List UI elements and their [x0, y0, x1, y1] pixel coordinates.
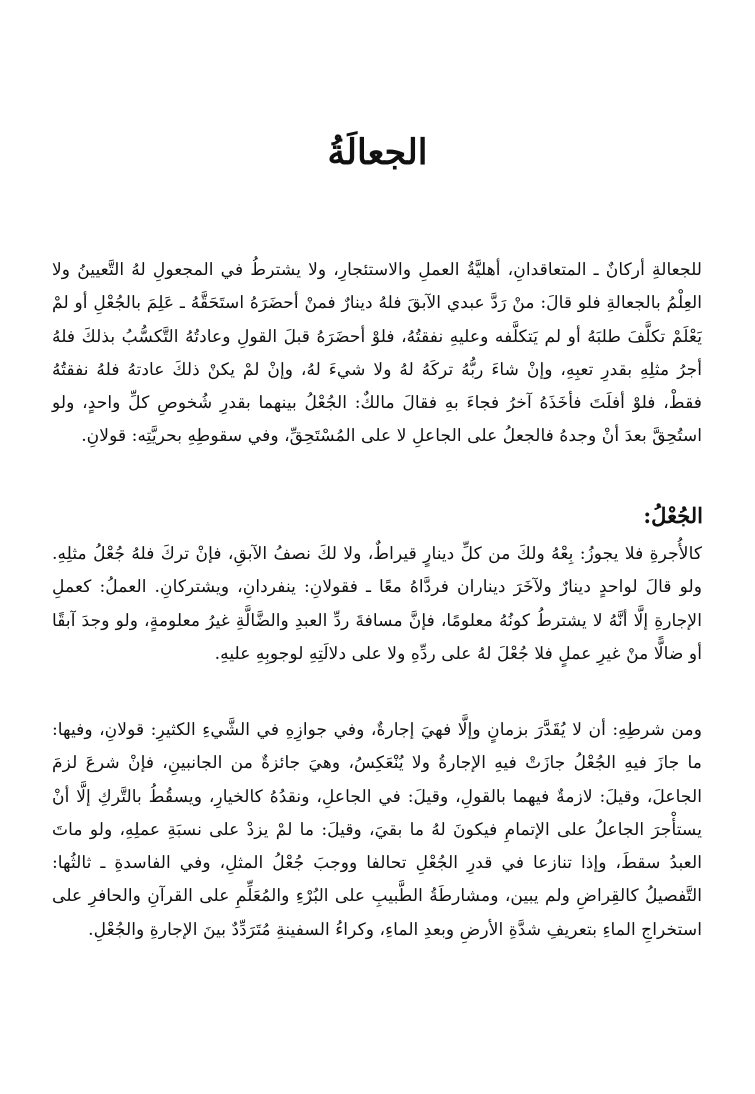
paragraph-conditions: ومن شرطِهِ: أن لا يُقَدَّرَ بزمانٍ وإلَّا فهيَ إجارةٌ، وفي جوازِهِ في الشَّيءِ الكثيرِ: قولانِ، وفيها: ما جازَ فيهِ الجُعْلُ جازَتْ فيهِ الإجارةُ ولا يُنْعَكِسُ، وهيَ جائزةٌ من الجانبينِ، فإنْ شرعَ لزمَ الجاعلَ، وقيلَ: لازمةٌ فيهما بالقولِ، وقيلَ: في الجاعلِ، ونقدُهُ كالخيارِ، ويسقُطُ بالتَّركِ إلَّا أنْ يستأْجرَ الجاعلُ على الإتمامِ فيكونَ لهُ ما بقيَ، وقيلَ: ما لمْ يزدْ على نسبَةِ عملِهِ، ولو ماتَ العبدُ سقطَ، وإذا تنازعا في قدرِ الجُعْلِ تحالفا ووجبَ جُعْلُ المثلِ، وفي الفاسدةِ ـ ثالثُها: التَّفصيلُ كالقِراضِ ولم يبين، ومشارطَةُ الطَّبيبِ على البُرْءِ والمُعَلِّمِ على القرآنِ والحافرِ على استخراجِ الماءِ بتعريفِ شدَّةِ الأرضِ وبعدِ الماءِ، وكراءُ السفينةِ مُتَرَدِّدٌ بينَ الإجارةِ والجُعْلِ.	[52, 720, 702, 940]
paragraph-wage: كالأُجرةِ فلا يجوزُ: بِعْهُ ولكَ من كلِّ دينارٍ قيراطٌ، ولا لكَ نصفُ الآبقِ، فإنْ تركَ فلهُ جُعْلُ مثلِهِ. ولو قالَ لواحدٍ دينارٌ ولآخَرَ ديناران فردَّاهُ معًا ـ فقولانِ: ينفردانِ، ويشتركانِ. العملُ: كعملِ الإجارةِ إلَّا أنَّهُ لا يشترطُ كونُهُ معلومًا، فإنَّ مسافةَ ردِّ العبدِ والضَّالَّةِ غيرُ معلومةٍ، ولو وجدَ آبقًا أو ضالًّا منْ غيرِ عملٍ فلا جُعْلَ لهُ على ردِّهِ ولا على دلالَتِهِ لوجوبِهِ عليهِ.	[52, 544, 702, 664]
section-heading-jual: الجُعْلُ:	[643, 503, 703, 528]
page-title: الجعالَةُ	[327, 132, 428, 173]
paragraph-pillars: للجعالةِ أركانٌ ـ المتعاقدانِ، أهليَّةُ العملِ والاستئجارِ، ولا يشترطُ في المجعولِ لهُ التَّعيينُ ولا العِلْمُ بالجعالةِ فلو قالَ: منْ رَدَّ عبدي الآبقَ فلهُ دينارٌ فمنْ أحضَرَهُ استَحَقَّهُ ـ عَلِمَ بالجُعْلِ أو لمْ يَعْلَمْ تكلَّفَ طلبَهُ أو لم يَتكلَّفه وعليهِ نفقتُهُ، فلوْ أحضَرَهُ قبلَ القولِ وعادتُهُ التَّكسُّبُ بذلكَ فلهُ أجرُ مثلِهِ بقدرِ تعبِهِ، وإنْ شاءَ ربُّهُ تركَهُ لهُ ولا شيءَ لهُ، وإنْ لمْ يكنْ ذلكَ عادتهُ فلهُ نفقتُهُ فقطْ، فلوْ أفلَتَ فأخَذَهُ آخرُ فجاءَ بهِ فقالَ مالكٌ: الجُعْلُ بينهما بقدرِ شُخوصِ كلِّ واحدٍ، ولو استُحِقَّ بعدَ أنْ وجدهُ فالجعلُ على الجاعلِ لا على المُسْتَحِقِّ، وفي سقوطِهِ بحريَّتِه: قولانِ.	[52, 260, 702, 447]
